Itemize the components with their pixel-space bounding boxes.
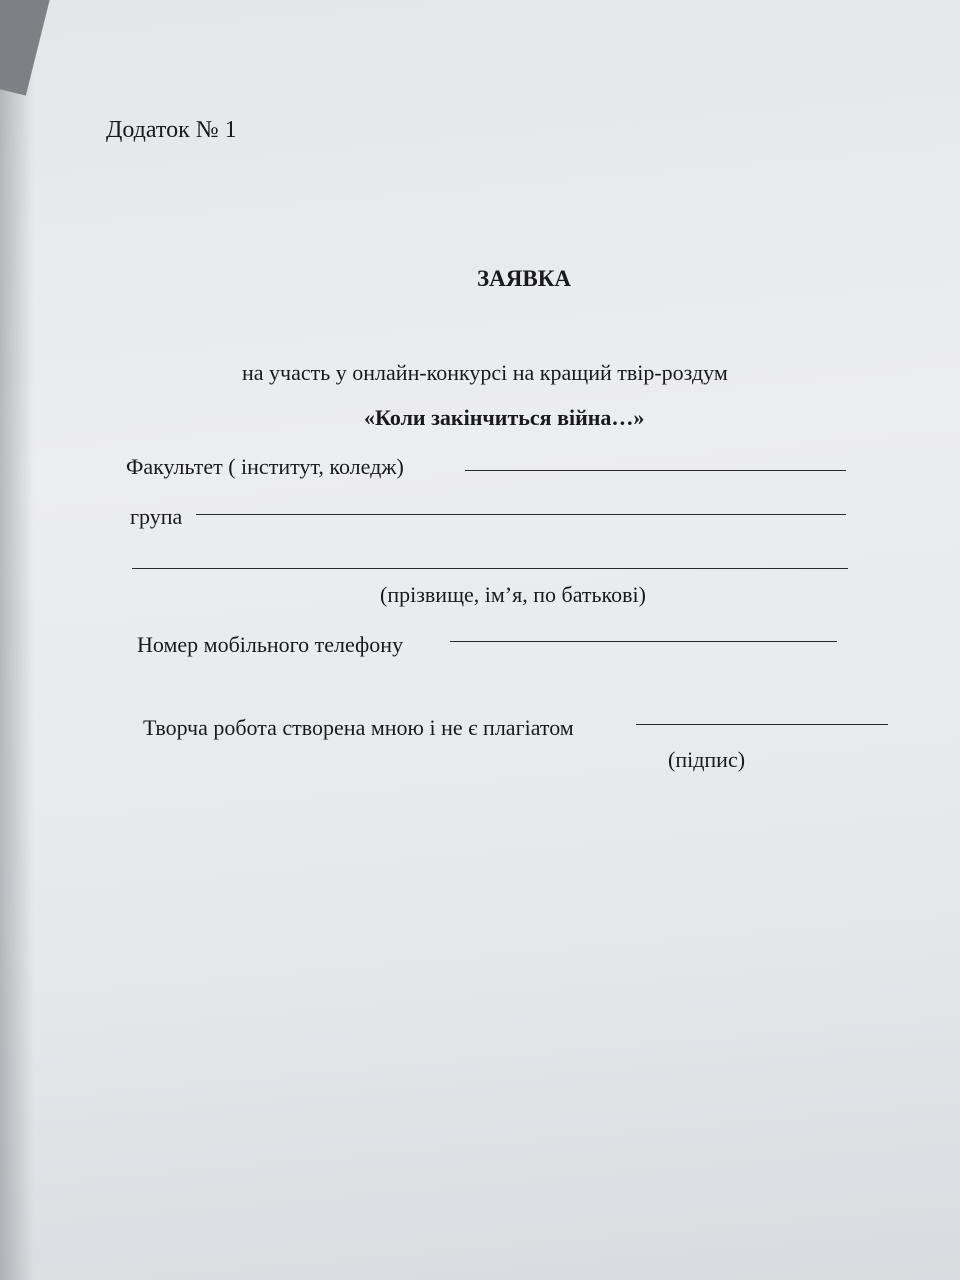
full-name-input-line[interactable]	[132, 568, 848, 569]
form-subtitle: на участь у онлайн-конкурсі на кращий твір-роздум	[242, 360, 728, 385]
form-title: ЗАЯВКА	[477, 266, 571, 291]
page-edge-shadow	[0, 0, 34, 1280]
signature-line[interactable]	[636, 724, 888, 725]
faculty-label: Факультет ( інститут, коледж)	[126, 454, 404, 479]
contest-name: «Коли закінчиться війна…»	[364, 405, 645, 430]
appendix-label: Додаток № 1	[106, 117, 237, 143]
group-input-line[interactable]	[196, 514, 846, 515]
full-name-caption: (прізвище, ім’я, по батькові)	[380, 582, 646, 607]
group-label: група	[130, 504, 183, 529]
phone-input-line[interactable]	[450, 641, 837, 642]
declaration-text: Творча робота створена мною і не є плагіатом	[143, 715, 574, 740]
signature-caption: (підпис)	[668, 747, 746, 772]
page-corner	[0, 0, 52, 96]
faculty-input-line[interactable]	[465, 470, 846, 471]
phone-label: Номер мобільного телефону	[137, 632, 404, 657]
